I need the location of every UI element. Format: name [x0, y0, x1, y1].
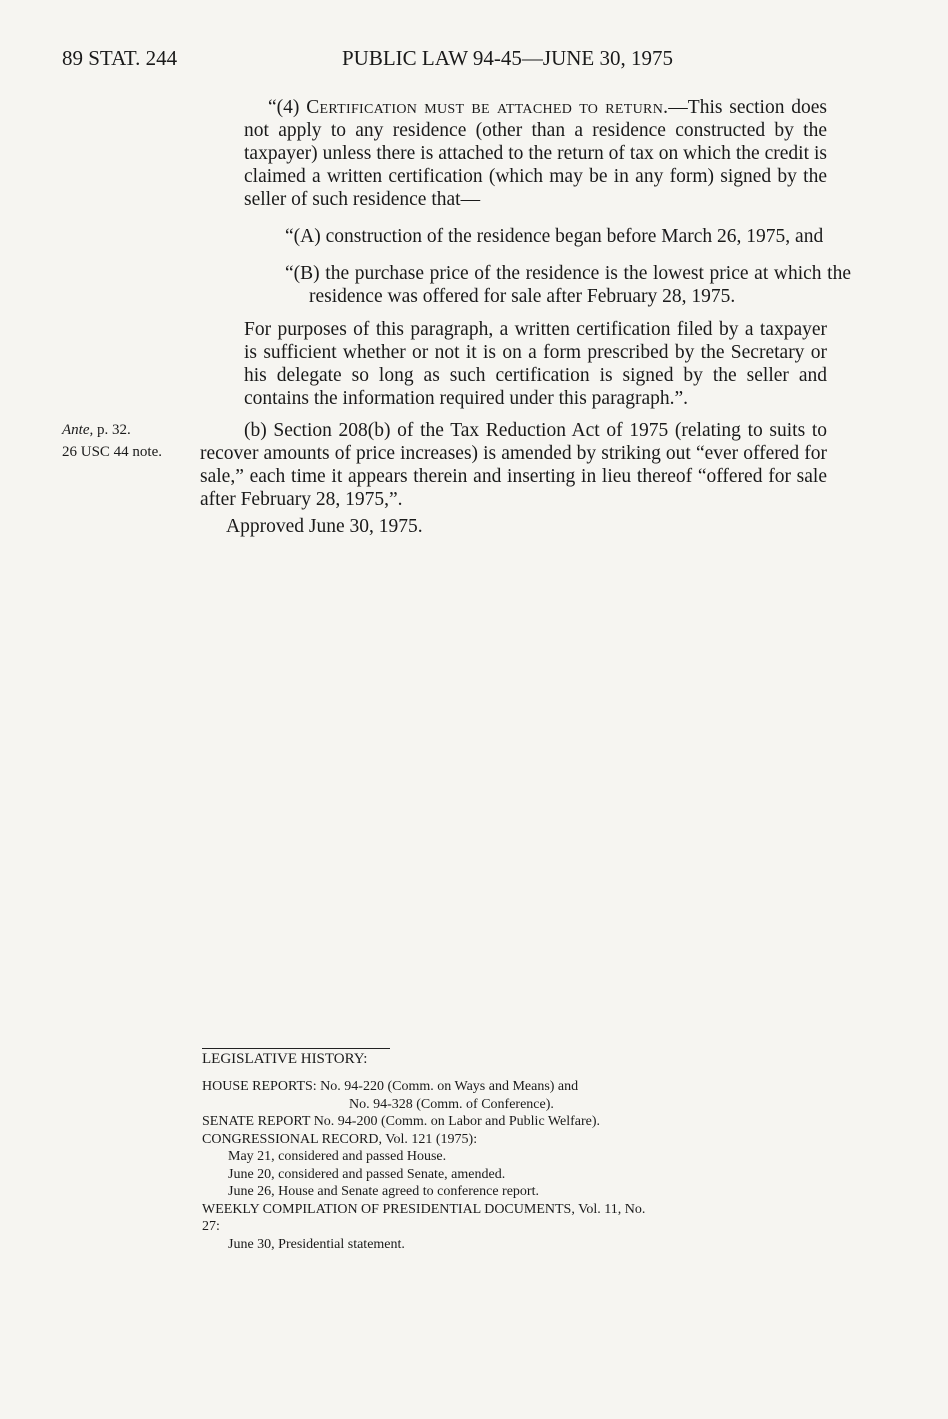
- leg-line: June 26, House and Senate agreed to conference report.: [228, 1184, 539, 1199]
- leg-line: No. 94-328 (Comm. of Conference).: [349, 1096, 554, 1112]
- leg-line: SENATE REPORT No. 94-200 (Comm. on Labor and Public Welfare).: [202, 1114, 601, 1129]
- section-4-heading: Certification must be attached to return.: [306, 97, 669, 118]
- margin-note-ante-page: p. 32.: [93, 422, 131, 438]
- section-4-paragraph: [244, 96, 827, 211]
- stat-page-number: 89 STAT. 244: [62, 46, 178, 70]
- leg-line: June 30, Presidential statement.: [228, 1236, 405, 1252]
- leg-line: HOUSE REPORTS: No. 94-220 (Comm. on Ways and Means) and: [202, 1079, 579, 1094]
- margin-note-ante-label: Ante,: [62, 422, 94, 438]
- leg-line: June 20, considered and passed Senate, amended.: [228, 1166, 506, 1182]
- legislative-history-title: LEGISLATIVE HISTORY:: [202, 1048, 390, 1068]
- leg-line: May 21, considered and passed House.: [228, 1149, 447, 1164]
- clause-a: “(A) construction of the residence began before March 26, 1975, and: [285, 226, 824, 247]
- margin-note-ante: [62, 420, 131, 440]
- approval-date: Approved June 30, 1975.: [226, 516, 423, 537]
- closing-paragraph: For purposes of this paragraph, a written certification filed by a taxpayer is sufficient whether or not it is on a form prescribed by the Secretary or his delegate so long as such certification is signed by the seller and contains the information required under this paragraph.”.: [244, 319, 827, 409]
- leg-line: WEEKLY COMPILATION OF PRESIDENTIAL DOCUMENTS, Vol. 11, No. 27:: [202, 1201, 646, 1234]
- clause-b: “(B) the purchase price of the residence is the lowest price at which the residence was offered for sale after February 28, 1975.: [285, 263, 851, 307]
- page-header-title: PUBLIC LAW 94-45—JUNE 30, 1975: [342, 46, 674, 70]
- section-4-text: —This section does not apply to any residence (other than a residence constructed by the taxpayer) unless there is attached to the return of tax on which the credit is claimed a written certification (which may be in any form) signed by the seller of such residence that—: [244, 97, 827, 210]
- legislative-history: [202, 1048, 662, 1253]
- margin-note-usc: 26 USC 44 note.: [62, 444, 163, 460]
- section-b-paragraph: (b) Section 208(b) of the Tax Reduction Act of 1975 (relating to suits to recover amounts of price increases) is amended by striking out “ever offered for sale,” each time it appears therein and inserting in lieu thereof “offered for sale after February 28, 1975,”.: [200, 420, 827, 510]
- section-4-lead: “(4): [268, 97, 307, 118]
- leg-line: CONGRESSIONAL RECORD, Vol. 121 (1975):: [202, 1131, 478, 1147]
